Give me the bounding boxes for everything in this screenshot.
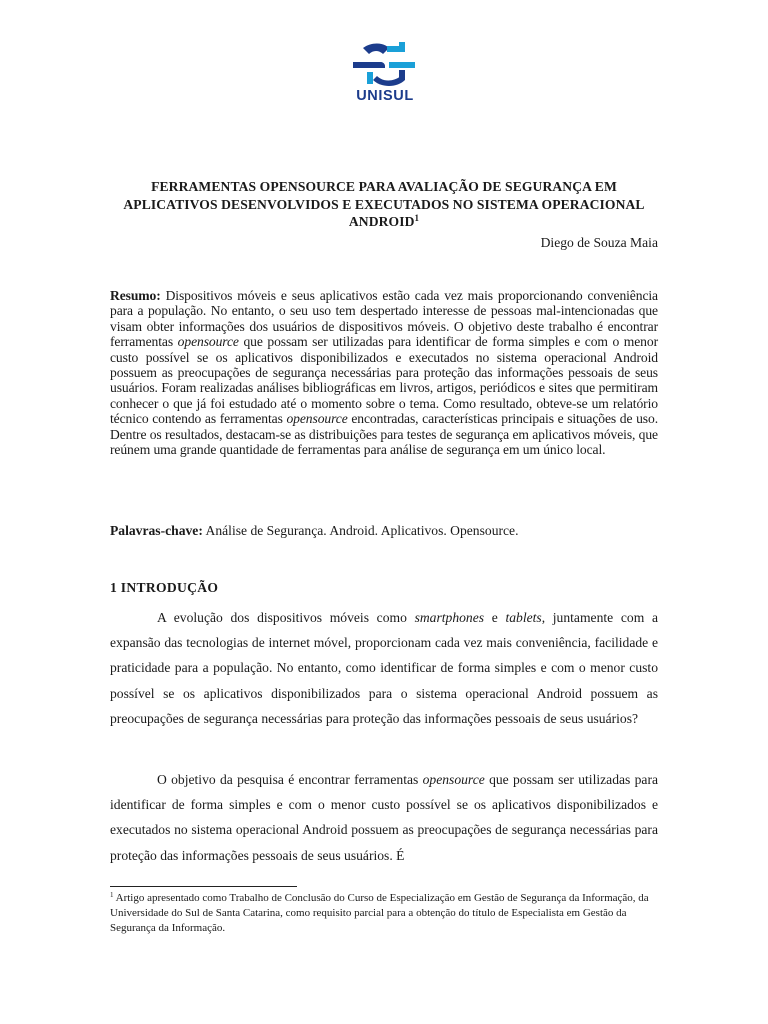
footnote-text: Artigo apresentado como Trabalho de Conclusão do Curso de Especialização em Gestão de Segurança da Informação, da Universidade do Sul de Santa Catarina, como requisito parcial para a obtenção do título de Especialista em Gestão da Segurança da Informação. <box>110 892 649 934</box>
paragraph-term: tablets <box>505 610 542 625</box>
logo-text: UNISUL <box>356 88 414 104</box>
abstract-text: Dispositivos móveis e seus aplicativos estão cada vez mais proporcionando conveniência para a população. No entanto, o seu uso tem despertado interesse de pessoas mal-intencionadas que visam obter informações dos usuários de dispositivos móveis. O objetivo deste trabalho é encontrar ferramentas <box>110 288 658 350</box>
unisul-logo-icon <box>343 40 427 90</box>
section-heading: 1 INTRODUÇÃO <box>110 580 219 595</box>
footnote-divider <box>110 886 297 887</box>
keywords-label: Palavras-chave: <box>110 523 203 538</box>
abstract-text: encontradas, características principais e situações de uso. Dentre os resultados, destacam-se as distribuições para testes de segurança em aplicativos móveis, que reúnem uma grande quantidade de ferramentas para análise de segurança em um único local. <box>110 411 658 458</box>
paragraph-term: smartphones <box>414 610 485 625</box>
abstract-term: opensource <box>177 334 239 350</box>
author-name: Diego de Souza Maia <box>540 235 658 250</box>
footnote <box>110 891 658 935</box>
keywords <box>110 522 658 539</box>
paragraph-term: opensource <box>422 772 485 787</box>
paper-title <box>110 178 658 231</box>
abstract <box>110 288 658 457</box>
abstract-text: que possam ser utilizadas para identificar de forma simples e com o menor custo possível se os aplicativos disponibilizados e executados no sistema operacional Android possuem as preocupações de segurança necessárias para proteção das informações pessoais de seus usuários. Foram realizadas análises bibliográficas em livros, artigos, periódicos e sites que permitiram conhecer o que já foi estudado até o momento sobre o tema. Como resultado, obteve-se um relatório técnico contendo as ferramentas <box>110 334 658 427</box>
paragraph-text: A evolução dos dispositivos móveis como <box>157 610 415 625</box>
body-paragraph <box>110 767 658 868</box>
abstract-label: Resumo: <box>110 288 161 303</box>
paragraph-text: que possam ser utilizadas para identificar de forma simples e com o menor custo possível se os aplicativos disponibilizados e executados no sistema operacional Android possuem as preocupações de segurança necessárias para proteção das informações pessoais de seus usuários. É <box>110 772 659 863</box>
keywords-text: Análise de Segurança. Android. Aplicativos. Opensource. <box>202 523 519 538</box>
footnote-marker: 1 <box>110 891 114 899</box>
paragraph-text: e <box>484 610 506 625</box>
paragraph-text: O objetivo da pesquisa é encontrar ferramentas <box>157 772 423 787</box>
unisul-logo <box>343 40 427 106</box>
title-text: FERRAMENTAS OPENSOURCE PARA AVALIAÇÃO DE SEGURANÇA EM APLICATIVOS DESENVOLVIDOS E EXECUTADOS NO SISTEMA OPERACIONAL ANDROID <box>123 179 645 229</box>
title-footnote-ref: 1 <box>414 213 420 223</box>
body-paragraph <box>110 605 658 731</box>
paragraph-text: , juntamente com a expansão das tecnologias de internet móvel, proporcionam cada vez mais conveniência, facilidade e praticidade para a população. No entanto, como identificar de forma simples e com o menor custo possível se os aplicativos disponibilizados para o sistema operacional Android possuem as preocupações de segurança necessárias para proteção das informações pessoais de seus usuários? <box>110 610 658 726</box>
abstract-term: opensource <box>286 411 348 427</box>
